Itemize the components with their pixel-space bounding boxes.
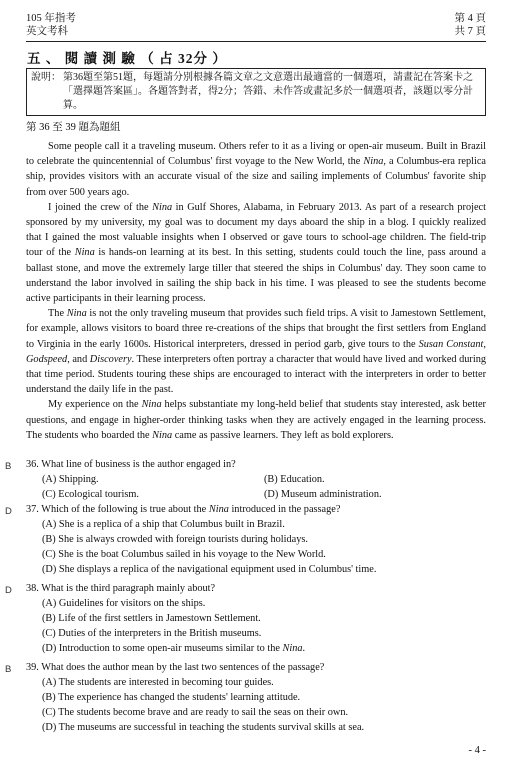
- subject-name: 英文考科: [26, 26, 68, 37]
- page-indicator: 第 4 頁: [454, 13, 486, 24]
- question-stem: 37. Which of the following is true about the Nina introduced in the passage?: [26, 504, 341, 515]
- option-c[interactable]: (C) Ecological tourism.: [42, 489, 139, 500]
- question-stem: 39. What does the author mean by the last two sentences of the passage?: [26, 662, 325, 673]
- options: [42, 675, 486, 735]
- option-c[interactable]: (C) Duties of the interpreters in the British museums.: [42, 628, 262, 639]
- reading-passage: [26, 139, 486, 443]
- instructions-text: 第36題至第51題，每題請分別根據各篇文章之文意選出最適當的一個選項，請畫記在答案卡之「選擇題答案區」。各題答對者，得2分；答錯、未作答或畫記多於一個選項者，該題以零分計算。: [63, 72, 473, 111]
- page-number: - 4 -: [468, 745, 486, 756]
- question-36: [5, 457, 486, 502]
- option-d[interactable]: (D) The museums are successful in teaching the students survival skills at sea.: [42, 722, 365, 733]
- question-group-label: 第 36 至 39 題為題組: [26, 122, 121, 133]
- option-b[interactable]: (B) Education.: [264, 474, 325, 485]
- option-a[interactable]: (A) Guidelines for visitors on the ships.: [42, 598, 206, 609]
- question-stem: 36. What line of business is the author engaged in?: [26, 459, 236, 470]
- option-d[interactable]: (D) She displays a replica of the navigational equipment used in Columbus' time.: [42, 564, 377, 575]
- options: [42, 596, 486, 656]
- exam-year: 105 年指考: [26, 13, 76, 24]
- question-stem: 38. What is the third paragraph mainly about?: [26, 583, 216, 594]
- total-pages: 共 7 頁: [454, 26, 486, 37]
- section-title: 五 、 閱 讀 測 驗 （ 占 32分 ）: [27, 51, 227, 66]
- passage-paragraph-3: The Nina is not the only traveling museum that provides such field trips. A visit to Jamestown Settlement, for example, allows visitors to board three re-creations of the ships that brought the first settlers from England to Virginia in the early 1600s. Historical interpreters, dressed in period garb, give tours to the Susan Constant, Godspeed, and Discovery. These interpreters often portray a character that would have lived and worked during that time period. Students touring these ships are encouraged to interact with the interpreters in order to better understand the daily life in the past.: [26, 308, 487, 396]
- header-line-2: [26, 25, 486, 38]
- question-37: [5, 502, 486, 577]
- answer-mark: B: [5, 664, 12, 675]
- header-divider: [26, 41, 486, 42]
- option-a[interactable]: (A) The students are interested in becoming tour guides.: [42, 677, 274, 688]
- instructions-box: [26, 68, 486, 116]
- option-b[interactable]: (B) The experience has changed the students' learning attitude.: [42, 692, 301, 703]
- option-c[interactable]: (C) She is the boat Columbus sailed in his voyage to the New World.: [42, 549, 326, 560]
- option-a[interactable]: (A) Shipping.: [42, 474, 99, 485]
- option-d[interactable]: (D) Introduction to some open-air museums similar to the Nina.: [42, 643, 306, 654]
- passage-paragraph-2: I joined the crew of the Nina in Gulf Shores, Alabama, in February 2013. As part of a research project sponsored by my university, my goal was to document my days aboard the ship in a blog. I quickly realized that I gained the most valuable insights when I observed or gave tours to school-age children. The field-trip tour of the Nina is hands-on learning at its best. In this setting, students could touch the line, pass around a ballast stone, and move the extremely large tiller that steered the ships in Columbus' day. They soon came to understand the labor involved in sailing the ship back in his time. I was pleased to see the students become active participants in their learning process.: [26, 201, 486, 305]
- options: [42, 472, 486, 502]
- option-b[interactable]: (B) She is always crowded with foreign tourists during holidays.: [42, 534, 308, 545]
- instructions-label: 說明：: [31, 72, 61, 83]
- answer-mark: D: [5, 506, 12, 517]
- question-38: [5, 581, 486, 656]
- option-a[interactable]: (A) She is a replica of a ship that Columbus built in Brazil.: [42, 519, 285, 530]
- passage-paragraph-4: My experience on the Nina helps substantiate my long-held belief that students stay interested, ask better questions, and engage in higher-order thinking tasks when they are actively engaged in the learning process. The students who boarded the Nina came as passive learners. They left as bold explorers.: [26, 399, 486, 441]
- answer-mark: B: [5, 461, 12, 472]
- option-c[interactable]: (C) The students become brave and are ready to sail the seas on their own.: [42, 707, 349, 718]
- question-39: [5, 660, 486, 735]
- option-b[interactable]: (B) Life of the first settlers in Jamestown Settlement.: [42, 613, 261, 624]
- options: [42, 517, 486, 577]
- passage-paragraph-1: Some people call it a traveling museum. Others refer to it as a living or open-air museum. Built in Brazil to celebrate the quincentennial of Columbus' first voyage to the New World, the Nina, a Columbus-era replica ship, provides visitors with an accurate visual of the size and sailing implements of Columbus' favorite ship from over 500 years ago.: [26, 141, 487, 198]
- option-d[interactable]: (D) Museum administration.: [264, 489, 382, 500]
- header-line-1: [26, 12, 486, 25]
- answer-mark: D: [5, 585, 12, 596]
